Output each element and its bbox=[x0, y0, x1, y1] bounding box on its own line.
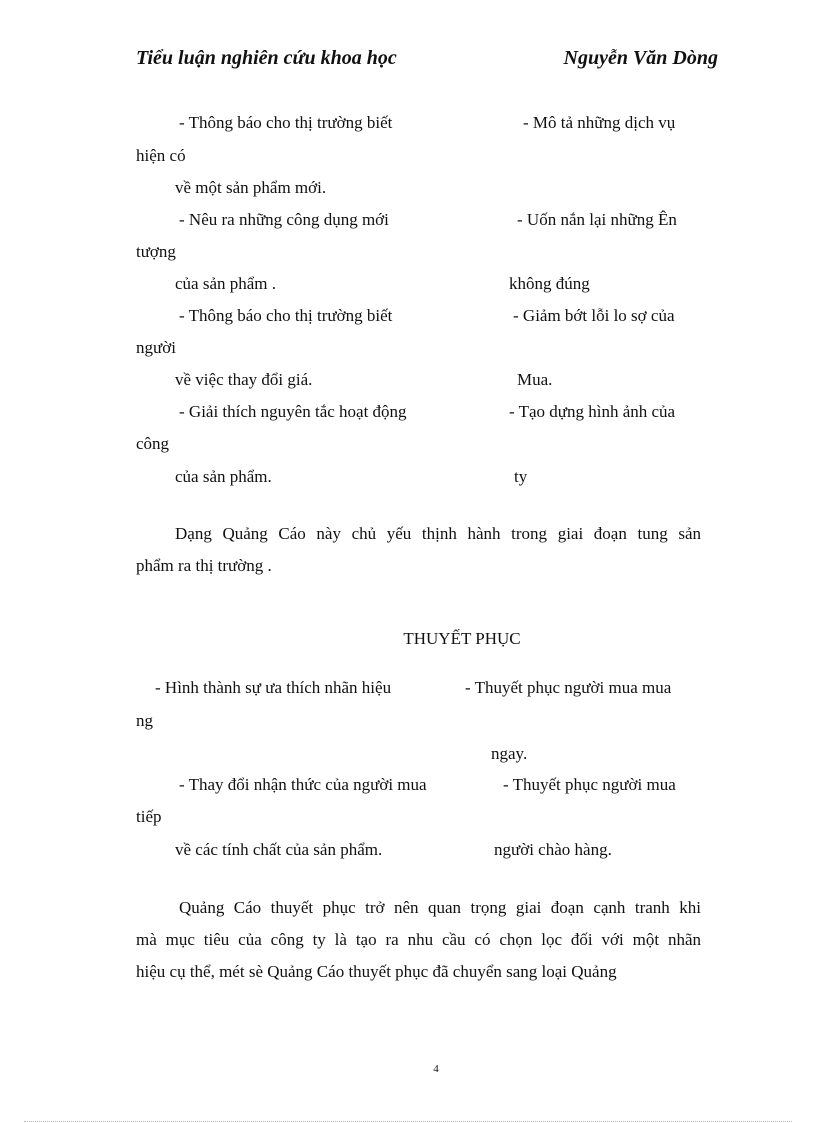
page-bottom-border bbox=[24, 1121, 792, 1122]
list-item-left: - Hình thành sự ưa thích nhãn hiệu bbox=[155, 678, 392, 697]
header-author: Nguyễn Văn Dòng bbox=[563, 47, 718, 69]
list-item-wrap: công bbox=[136, 434, 170, 453]
list-item-right-cont: người chào hàng. bbox=[494, 840, 612, 859]
header-title: Tiểu luận nghiên cứu khoa học bbox=[136, 47, 397, 69]
paragraph-line: Quảng Cáo thuyết phục trở nên quan trọng giai đoạn cạnh tranh khi bbox=[179, 898, 701, 917]
list-item-right: - Thuyết phục người mua mua bbox=[465, 678, 672, 697]
list-item-right: - Mô tả những dịch vụ bbox=[523, 113, 676, 132]
paragraph-line: Dạng Quảng Cáo này chủ yếu thịnh hành trong giai đoạn tung sản bbox=[175, 524, 701, 543]
list-item-left: - Nêu ra những công dụng mới bbox=[179, 210, 389, 229]
list-item-left-cont: về việc thay đổi giá. bbox=[175, 370, 313, 389]
list-item-left: - Thay đổi nhận thức của người mua bbox=[179, 775, 427, 794]
list-item-left: - Thông báo cho thị trường biết bbox=[179, 113, 393, 132]
list-item-right-cont: Mua. bbox=[517, 370, 553, 389]
list-item-left-cont: về một sản phẩm mới. bbox=[175, 178, 327, 197]
list-item-left-cont: về các tính chất của sản phẩm. bbox=[175, 840, 383, 859]
paragraph-line: hiệu cụ thể, mét sè Quảng Cáo thuyết phục đã chuyển sang loại Quảng bbox=[136, 962, 617, 981]
list-item-left-cont: của sản phẩm. bbox=[175, 467, 272, 486]
list-item-wrap: ng bbox=[136, 711, 153, 730]
section-heading: THUYẾT PHỤC bbox=[403, 629, 521, 648]
page-number: 4 bbox=[433, 1063, 439, 1075]
list-item-wrap: hiện có bbox=[136, 146, 186, 165]
list-item-wrap: tượng bbox=[136, 242, 176, 261]
list-item-right: - Thuyết phục người mua bbox=[503, 775, 676, 794]
list-item-right: - Giảm bớt lỗi lo sợ của bbox=[513, 306, 675, 325]
list-item-wrap: người bbox=[136, 338, 176, 357]
paragraph-line: phẩm ra thị trường . bbox=[136, 556, 272, 575]
list-item-right-cont: không đúng bbox=[509, 274, 590, 293]
list-item-right-cont: ty bbox=[514, 467, 528, 486]
paragraph-line: mà mục tiêu của công ty là tạo ra nhu cầu có chọn lọc đối với một nhãn bbox=[136, 930, 701, 949]
list-item-right-cont: ngay. bbox=[491, 744, 528, 763]
list-item-wrap: tiếp bbox=[136, 807, 162, 826]
list-item-left: - Thông báo cho thị trường biết bbox=[179, 306, 393, 325]
list-item-right: - Uốn nắn lại những Ên bbox=[517, 210, 677, 229]
list-item-right: - Tạo dựng hình ảnh của bbox=[509, 402, 676, 421]
list-item-left-cont: của sản phẩm . bbox=[175, 274, 277, 293]
page-header bbox=[136, 47, 718, 75]
list-item-left: - Giải thích nguyên tắc hoạt động bbox=[179, 402, 407, 421]
